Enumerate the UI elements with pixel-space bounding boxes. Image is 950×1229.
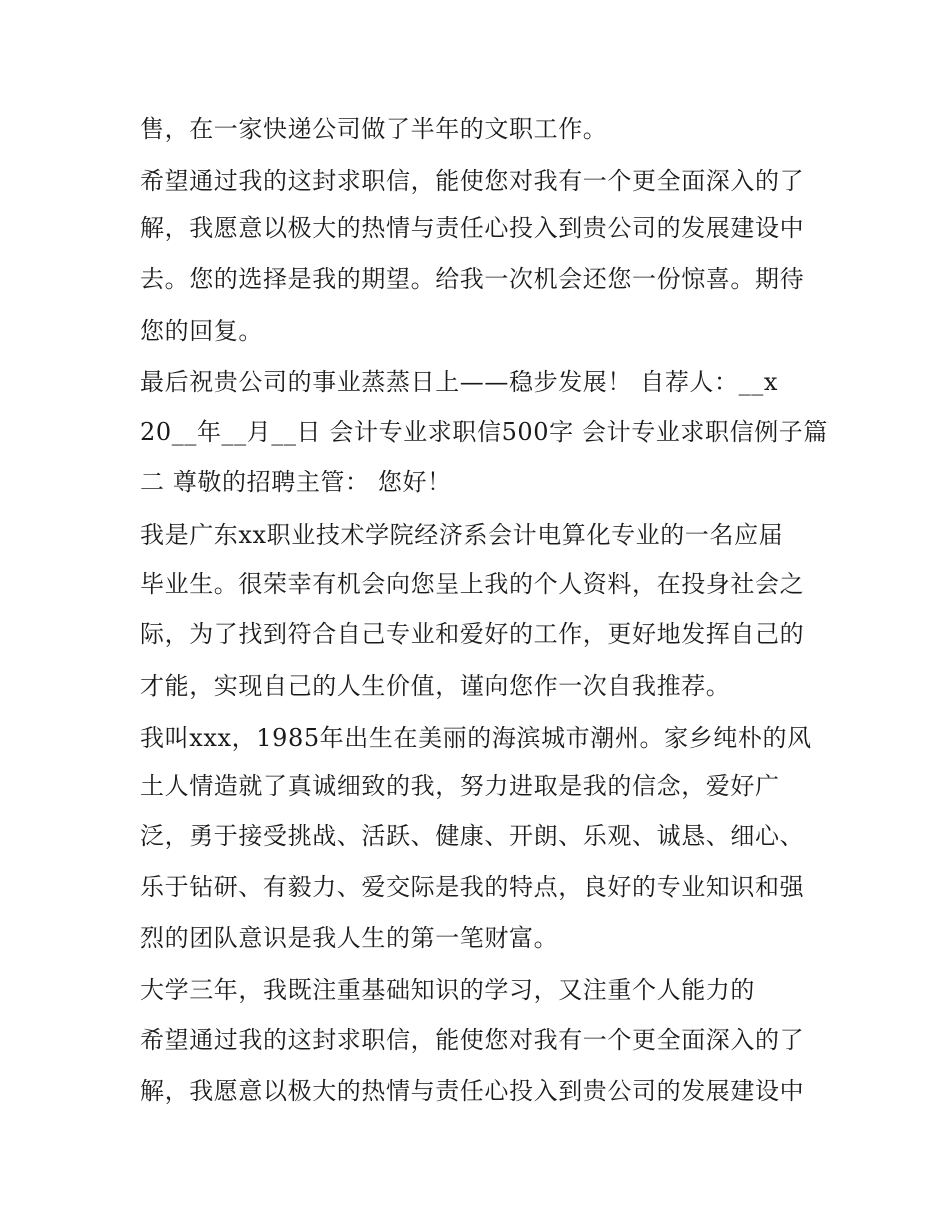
text-line: 泛，勇于接受挑战、活跃、健康、开朗、乐观、诚恳、细心、 [140,822,805,850]
text-line: 我叫xxx，1985年出生在美丽的海滨城市潮州。家乡纯朴的风 [140,724,812,752]
text-line: 售，在一家快递公司做了半年的文职工作。 [140,115,608,143]
text-line: 解，我愿意以极大的热情与责任心投入到贵公司的发展建设中 [140,214,805,242]
text-line: 二 尊敬的招聘主管： 您好！ [140,468,452,496]
text-line: 您的回复。 [140,317,263,345]
text-line: 烈的团队意识是我人生的第一笔财富。 [140,924,559,952]
text-line: 20__年__月__日 会计专业求职信500字 会计专业求职信例子篇 [140,418,829,446]
text-line: 乐于钻研、有毅力、爱交际是我的特点，良好的专业知识和强 [140,873,805,901]
text-line: 毕业生。很荣幸有机会向您呈上我的个人资料，在投身社会之 [140,570,805,598]
text-line: 解，我愿意以极大的热情与责任心投入到贵公司的发展建设中 [140,1077,805,1105]
text-line: 才能，实现自己的人生价值，谨向您作一次自我推荐。 [140,672,731,700]
text-line: 际，为了找到符合自己专业和爱好的工作，更好地发挥自己的 [140,620,805,648]
text-line: 希望通过我的这封求职信，能使您对我有一个更全面深入的了 [140,167,805,195]
text-line: 土人情造就了真诚细致的我，努力进取是我的信念，爱好广 [140,772,780,800]
text-line: 去。您的选择是我的期望。给我一次机会还您一份惊喜。期待 [140,265,805,293]
text-line: 大学三年，我既注重基础知识的学习，又注重个人能力的 [140,976,755,1004]
text-line: 最后祝贵公司的事业蒸蒸日上——稳步发展！ 自荐人：__x [140,368,778,396]
text-line: 我是广东xx职业技术学院经济系会计电算化专业的一名应届 [140,521,784,549]
text-line: 希望通过我的这封求职信，能使您对我有一个更全面深入的了 [140,1026,805,1054]
